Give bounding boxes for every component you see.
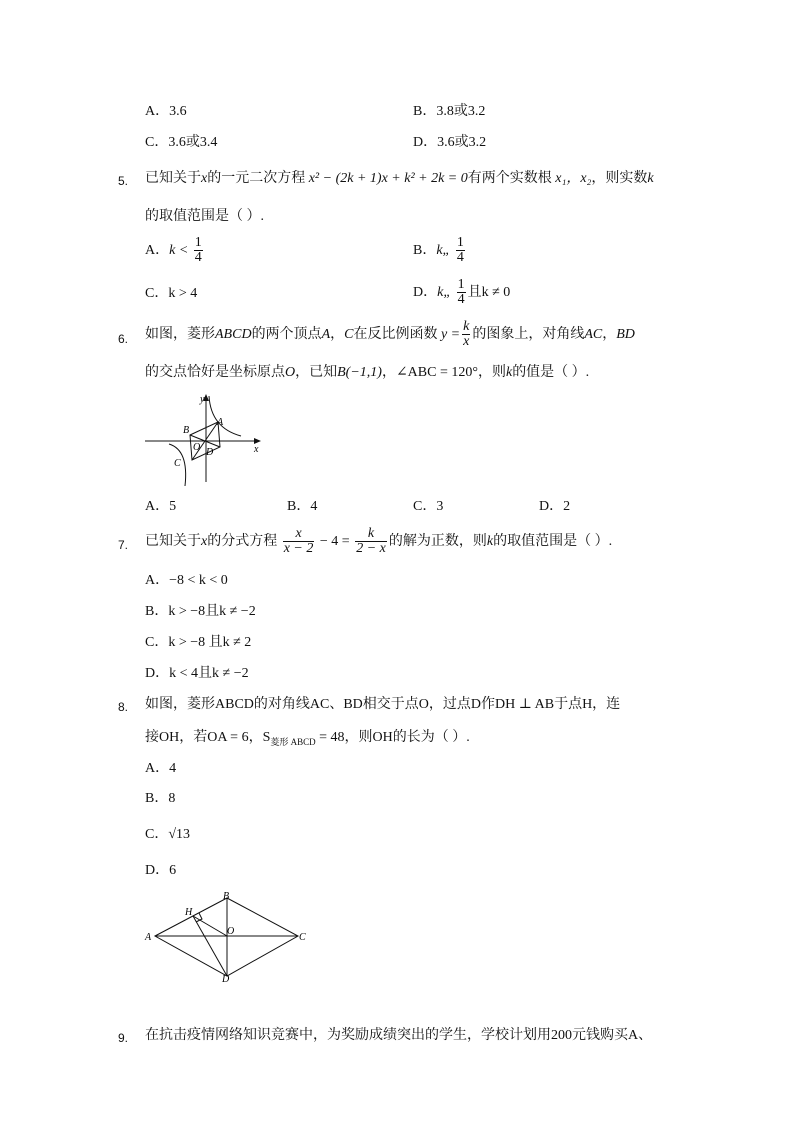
q6-label-x: x — [254, 444, 259, 455]
q7-option-c: C．k > −8 且k ≠ 2 — [145, 635, 252, 650]
fraction: $\frac{k}{x}$ — [463, 319, 470, 350]
q5-option-d: D．k„ $\frac{1}{4}$ 且k ≠ 0 — [413, 277, 511, 308]
q6-stem-line1: 如图，菱形ABCD的两个顶点A，C在反比例函数 y = $\frac{k}{x}$ 的图象上，对角线AC，BD — [145, 319, 635, 350]
q6-label-d: D — [206, 447, 214, 458]
q6-figure — [145, 392, 265, 488]
q5-option-b: B．k„ $\frac{1}{4}$ — [413, 235, 464, 266]
q4-option-a: A．3.6 — [145, 104, 187, 119]
q6-option-d: D．2 — [539, 499, 571, 514]
q7-number: 7. — [118, 538, 129, 552]
q4-option-d: D．3.6或3.2 — [413, 135, 487, 150]
q8-number: 8. — [118, 700, 129, 714]
q5-option-a: A．k < $\frac{1}{4}$ — [145, 235, 202, 266]
q6-option-c: C．3 — [413, 499, 444, 514]
q6-label-b: B — [183, 425, 190, 436]
q5-stem-line1: 已知关于x的一元二次方程 x² − (2k + 1)x + k² + 2k = 0有两个实数根 x₁，x₂，则实数k — [145, 171, 654, 186]
q6-label-o: O — [193, 442, 201, 453]
q5-equation: x² − (2k + 1)x + k² + 2k = 0 — [308, 171, 468, 186]
q8-option-d: D．6 — [145, 863, 177, 878]
q6-option-b: B．4 — [287, 499, 318, 514]
q8-stem-line1: 如图，菱形ABCD的对角线AC、BD相交于点O，过点D作DH ⊥ AB于点H，连 — [145, 697, 621, 712]
q8-label-b: B — [223, 891, 230, 902]
q5-number: 5. — [118, 174, 129, 188]
q5-option-c: C．k > 4 — [145, 286, 198, 301]
fraction: $\frac{x}{x - 2}$ — [283, 526, 314, 557]
q6-label-a: A — [217, 417, 224, 428]
q8-option-c: C．√13 — [145, 827, 191, 842]
q9-number: 9. — [118, 1031, 129, 1045]
fraction: $\frac{1}{4}$ — [194, 235, 202, 266]
q6-number: 6. — [118, 332, 129, 346]
q7-option-d: D．k < 4且k ≠ −2 — [145, 666, 249, 681]
q6-option-a: A．5 — [145, 499, 177, 514]
q8-option-a: A．4 — [145, 761, 177, 776]
q4-option-c: C．3.6或3.4 — [145, 135, 218, 150]
fraction: $\frac{1}{4}$ — [457, 277, 465, 308]
q7-option-a: A．−8 < k < 0 — [145, 573, 228, 588]
q8-option-b: B．8 — [145, 791, 176, 806]
q6-stem-line2: 的交点恰好是坐标原点O，已知B(−1,1)，∠ABC = 120°，则k的值是（ ）. — [145, 365, 590, 380]
q8-stem-line2: 接OH，若OA = 6，$S_{菱形 ABCD} = 48$，则OH的长为（ ）. — [145, 730, 470, 747]
q8-label-d: D — [222, 974, 230, 982]
q8-figure — [143, 890, 311, 982]
q8-label-h: H — [185, 907, 193, 918]
q9-stem-line1: 在抗击疫情网络知识竞赛中，为奖励成绩突出的学生，学校计划用200元钱购买A、 — [145, 1028, 653, 1043]
q8-label-c: C — [299, 932, 306, 943]
q6-label-y: y — [200, 394, 205, 405]
q7-stem: 已知关于x的分式方程 $\frac{x}{x - 2}$ − 4 = $\frac{k}{2 - x}$ 的解为正数，则k的取值范围是（ ）. — [145, 526, 613, 557]
q7-option-b: B．k > −8且k ≠ −2 — [145, 604, 256, 619]
q8-label-a: A — [145, 932, 152, 943]
q6-label-c: C — [174, 458, 181, 469]
fraction: $\frac{1}{4}$ — [456, 235, 464, 266]
q4-option-b: B．3.8或3.2 — [413, 104, 486, 119]
fraction: $\frac{k}{2 - x}$ — [356, 526, 386, 557]
q5-stem-line2: 的取值范围是（ ）. — [145, 209, 264, 224]
q8-label-o: O — [227, 926, 235, 937]
